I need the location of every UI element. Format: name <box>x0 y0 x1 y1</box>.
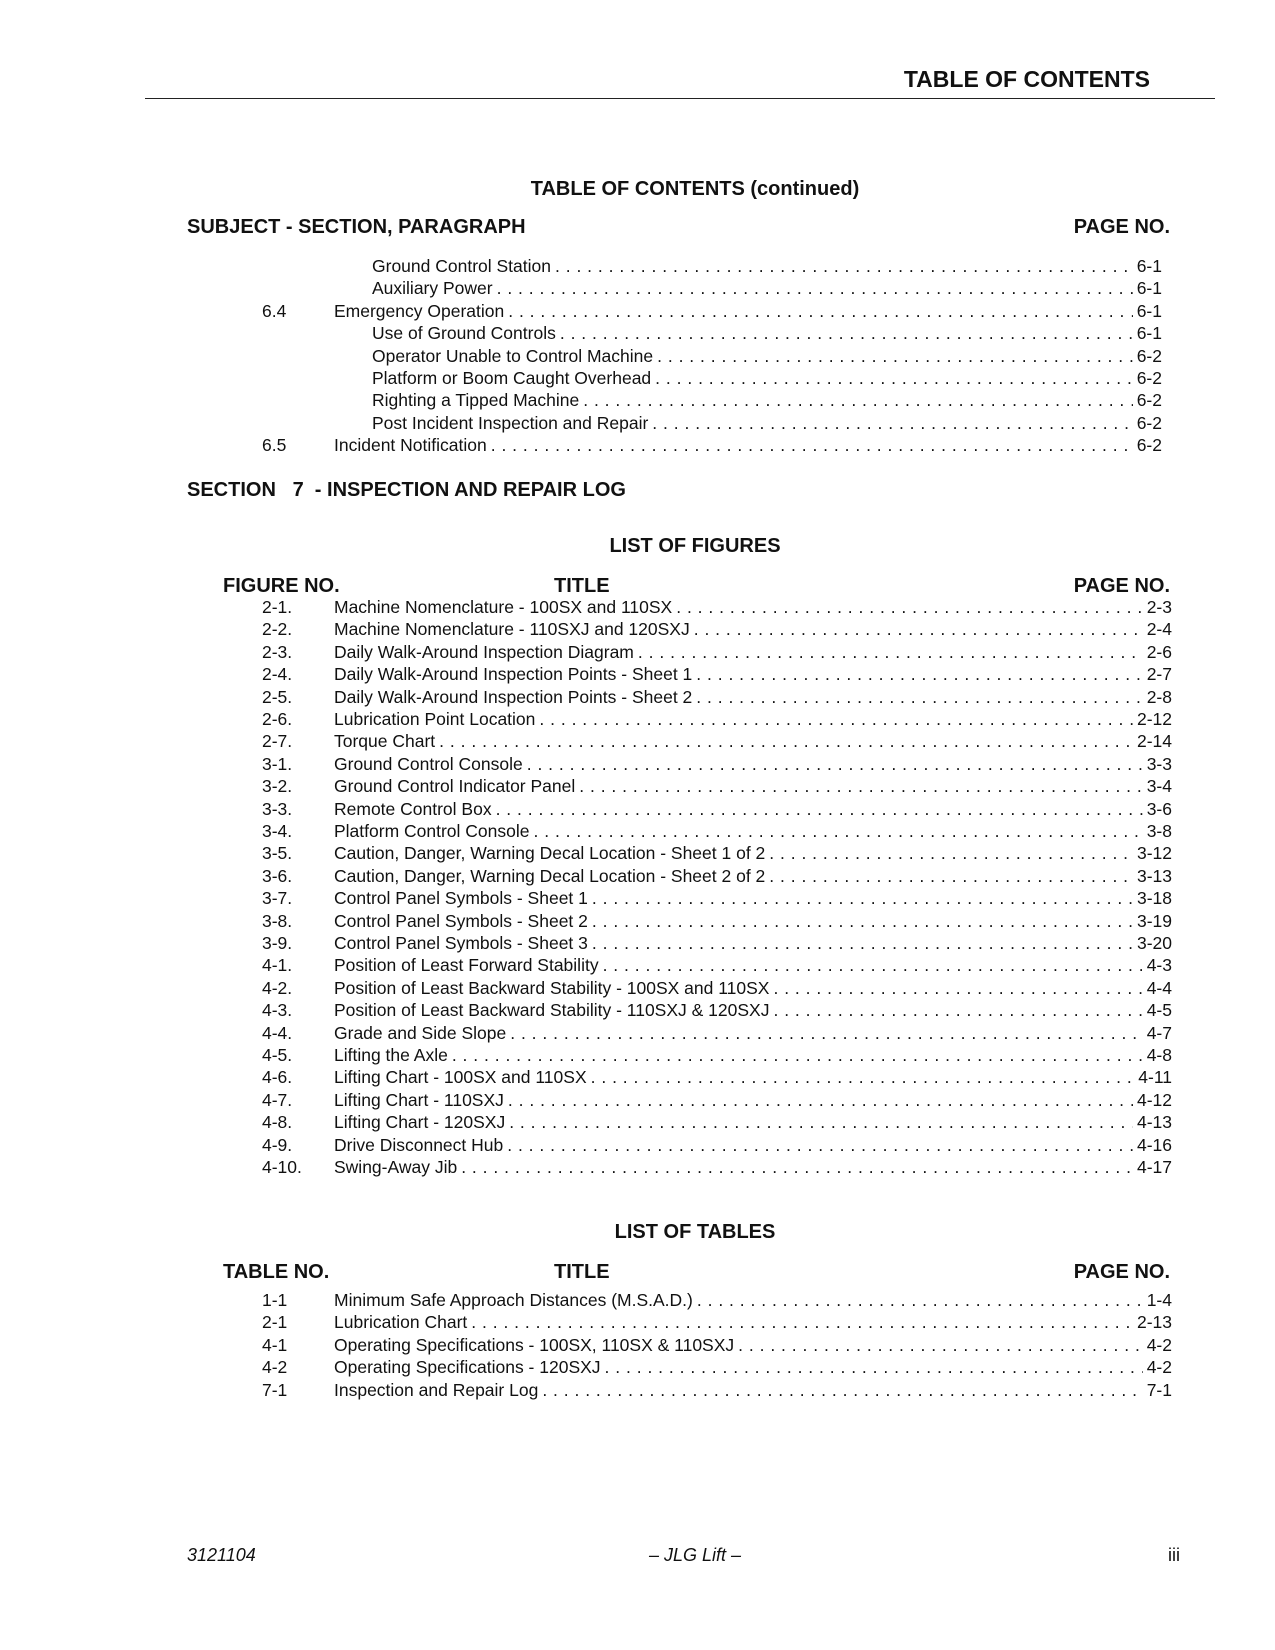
list-item <box>262 842 1172 865</box>
entry-page: 4-3 <box>1146 955 1172 976</box>
entry-page: 4-4 <box>1146 977 1172 998</box>
entry-number: 2-1. <box>262 597 293 617</box>
entry-title: Control Panel Symbols - Sheet 2 <box>334 910 588 931</box>
entry-page: 3-3 <box>1146 753 1172 774</box>
entry-title: Position of Least Backward Stability - 100SX and 110SX <box>334 977 770 998</box>
entry-page: 2-4 <box>1146 619 1172 640</box>
list-item <box>262 1311 1172 1334</box>
entry-number: 2-6. <box>262 709 293 729</box>
header-rule <box>145 98 1215 99</box>
entry-page: 6-2 <box>1136 368 1162 388</box>
entry-title: Ground Control Indicator Panel <box>334 776 576 797</box>
entry-title: Operating Specifications - 120SXJ <box>334 1357 601 1378</box>
entry-number: 3-9. <box>262 933 293 953</box>
entry-title: Control Panel Symbols - Sheet 3 <box>334 933 588 953</box>
dot-leader <box>527 753 1143 776</box>
entry-page: 2-14 <box>1136 731 1172 752</box>
entry-number: 3-8. <box>262 910 293 931</box>
list-item <box>262 775 1172 798</box>
dot-leader <box>452 1044 1143 1067</box>
entry-number: 3-2. <box>262 776 293 797</box>
dot-leader <box>696 686 1142 709</box>
footer-center-text: – JLG Lift – <box>648 1545 742 1565</box>
dot-leader <box>696 663 1142 686</box>
entry-page: 6-1 <box>1136 323 1162 344</box>
dot-leader <box>655 367 1133 390</box>
entry-title: Platform or Boom Caught Overhead <box>372 368 652 388</box>
list-item <box>262 977 1172 1000</box>
entry-page: 1-4 <box>1146 1290 1172 1310</box>
dot-leader <box>471 1311 1133 1334</box>
entry-page: 2-3 <box>1146 597 1172 617</box>
section-7-heading: SECTION 7 - INSPECTION AND REPAIR LOG <box>187 479 626 501</box>
entry-page: 3-12 <box>1136 843 1172 864</box>
list-item <box>262 1066 1172 1089</box>
dot-leader <box>773 977 1142 1000</box>
list-item <box>262 1356 1172 1379</box>
entry-page: 4-12 <box>1136 1089 1172 1110</box>
entry-number: 1-1 <box>262 1290 288 1310</box>
entry-number: 3-1. <box>262 753 293 774</box>
dot-leader <box>579 775 1142 798</box>
entry-title: Platform Control Console <box>334 821 530 841</box>
dot-leader <box>769 865 1133 888</box>
list-item <box>262 1334 1172 1357</box>
tables-page-heading: PAGE NO. <box>1073 1261 1170 1283</box>
entry-page: 4-11 <box>1138 1067 1172 1088</box>
entry-number: 3-5. <box>262 843 293 864</box>
list-item <box>262 1111 1172 1134</box>
entry-title: Lubrication Point Location <box>334 709 536 729</box>
entry-page: 2-8 <box>1146 686 1172 707</box>
entry-title: Position of Least Forward Stability <box>334 955 599 976</box>
entry-title: Daily Walk-Around Inspection Points - Sheet 2 <box>334 686 693 707</box>
entry-page: 4-2 <box>1146 1357 1172 1378</box>
figures-title: LIST OF FIGURES <box>609 535 781 557</box>
entry-number: 2-2. <box>262 619 293 640</box>
list-item <box>262 434 1162 457</box>
entry-page: 3-20 <box>1136 933 1172 953</box>
entry-number: 4-2 <box>262 1357 288 1378</box>
entry-title: Control Panel Symbols - Sheet 1 <box>334 888 588 909</box>
dot-leader <box>509 1111 1133 1134</box>
entry-title: Operating Specifications - 100SX, 110SX & 110SXJ <box>334 1334 735 1355</box>
entry-page: 4-7 <box>1146 1022 1172 1043</box>
entry-page: 2-6 <box>1146 641 1172 662</box>
list-item <box>262 708 1172 731</box>
dot-leader <box>773 999 1142 1022</box>
entry-title: Operator Unable to Control Machine <box>372 345 654 366</box>
entry-number: 3-7. <box>262 888 293 909</box>
list-item <box>262 910 1172 933</box>
entry-number: 6.5 <box>262 435 287 456</box>
dot-leader <box>652 412 1132 435</box>
page-header-title: TABLE OF CONTENTS <box>903 66 1150 92</box>
entry-number: 4-3. <box>262 1000 293 1021</box>
entry-title: Incident Notification <box>334 435 487 456</box>
entry-page: 6-1 <box>1136 278 1162 299</box>
list-item <box>262 753 1172 776</box>
dot-leader <box>676 596 1142 619</box>
list-item <box>262 798 1172 821</box>
dot-leader <box>461 1156 1133 1179</box>
entry-title: Drive Disconnect Hub <box>334 1134 504 1155</box>
dot-leader <box>591 1066 1135 1089</box>
entry-number: 7-1 <box>262 1379 288 1400</box>
entry-page: 2-12 <box>1136 709 1172 729</box>
list-item <box>262 1289 1172 1312</box>
entry-number: 4-1 <box>262 1334 288 1355</box>
entry-number: 2-5. <box>262 686 293 707</box>
dot-leader <box>638 641 1143 664</box>
entry-title: Remote Control Box <box>334 798 492 819</box>
list-item <box>262 641 1172 664</box>
list-item <box>262 999 1172 1022</box>
entry-number: 4-10. <box>262 1157 302 1177</box>
entry-number: 4-2. <box>262 977 293 998</box>
list-item <box>262 322 1162 345</box>
list-item <box>262 412 1162 435</box>
entry-page: 3-18 <box>1136 888 1172 909</box>
list-item <box>262 596 1172 619</box>
dot-leader <box>508 1089 1133 1112</box>
entry-title: Lifting the Axle <box>334 1045 448 1065</box>
entry-title: Inspection and Repair Log <box>334 1379 539 1400</box>
entry-number: 2-1 <box>262 1312 288 1333</box>
entry-page: 4-16 <box>1136 1134 1172 1155</box>
list-item <box>262 618 1172 641</box>
entry-page: 6-1 <box>1136 300 1162 321</box>
dot-leader <box>496 798 1143 821</box>
dot-leader <box>560 322 1133 345</box>
list-item <box>262 1022 1172 1045</box>
entry-number: 4-4. <box>262 1022 293 1043</box>
dot-leader <box>605 1356 1143 1379</box>
entry-title: Righting a Tipped Machine <box>372 390 580 411</box>
list-item <box>262 663 1172 686</box>
entry-title: Position of Least Backward Stability - 110SXJ & 120SXJ <box>334 1000 770 1021</box>
list-item <box>262 367 1162 390</box>
entry-title: Use of Ground Controls <box>372 323 556 344</box>
figures-title-heading: TITLE <box>554 575 610 597</box>
entry-title: Caution, Danger, Warning Decal Location - Sheet 1 of 2 <box>334 843 766 864</box>
list-item <box>262 1379 1172 1402</box>
dot-leader <box>769 842 1133 865</box>
entry-page: 3-13 <box>1136 865 1172 886</box>
list-item <box>262 820 1172 843</box>
entry-number: 2-7. <box>262 731 293 752</box>
dot-leader <box>510 1022 1142 1045</box>
entry-title: Emergency Operation <box>334 300 505 321</box>
entry-number: 4-6. <box>262 1067 293 1088</box>
entry-number: 3-3. <box>262 798 293 819</box>
entry-title: Lifting Chart - 110SXJ <box>334 1089 504 1110</box>
figures-no-heading: FIGURE NO. <box>223 575 340 597</box>
entry-number: 2-3. <box>262 641 293 662</box>
footer-doc-number: 3121104 <box>187 1545 256 1565</box>
dot-leader <box>697 1289 1143 1312</box>
entry-page: 4-17 <box>1136 1157 1172 1177</box>
entry-title: Machine Nomenclature - 110SXJ and 120SXJ <box>334 619 690 640</box>
entry-page: 2-7 <box>1146 664 1172 685</box>
entry-page: 3-6 <box>1146 798 1172 819</box>
dot-leader <box>507 1134 1133 1157</box>
entry-title: Lifting Chart - 120SXJ <box>334 1112 506 1133</box>
list-item <box>262 954 1172 977</box>
entry-page: 7-1 <box>1146 1379 1172 1400</box>
entry-page: 4-13 <box>1136 1112 1172 1133</box>
entry-number: 3-4. <box>262 821 293 841</box>
entry-page: 3-4 <box>1146 776 1172 797</box>
entry-page: 6-1 <box>1136 256 1162 276</box>
entry-title: Caution, Danger, Warning Decal Location - Sheet 2 of 2 <box>334 865 766 886</box>
dot-leader <box>657 345 1133 368</box>
entry-title: Ground Control Station <box>372 256 551 276</box>
footer-page-number: iii <box>1168 1545 1180 1565</box>
list-item <box>262 1156 1172 1179</box>
list-item <box>262 389 1162 412</box>
dot-leader <box>694 618 1143 641</box>
list-item <box>262 1089 1172 1112</box>
entry-title: Lubrication Chart <box>334 1312 468 1333</box>
entry-page: 4-8 <box>1146 1045 1172 1065</box>
entry-page: 4-2 <box>1146 1334 1172 1355</box>
dot-leader <box>592 932 1133 955</box>
dot-leader <box>534 820 1143 843</box>
dot-leader <box>439 730 1133 753</box>
entry-number: 6.4 <box>262 300 287 321</box>
tables-title: LIST OF TABLES <box>614 1221 776 1243</box>
list-item <box>262 300 1162 323</box>
list-item <box>262 255 1162 278</box>
dot-leader <box>592 887 1133 910</box>
entry-title: Grade and Side Slope <box>334 1022 507 1043</box>
toc-subject-heading: SUBJECT - SECTION, PARAGRAPH <box>187 216 526 238</box>
list-item <box>262 686 1172 709</box>
toc-title: TABLE OF CONTENTS (continued) <box>530 178 860 200</box>
list-item <box>262 887 1172 910</box>
entry-number: 4-9. <box>262 1134 293 1155</box>
dot-leader <box>542 1379 1142 1402</box>
entry-page: 2-13 <box>1136 1312 1172 1333</box>
dot-leader <box>603 954 1143 977</box>
entry-page: 6-2 <box>1136 345 1162 366</box>
tables-title-heading: TITLE <box>554 1261 610 1283</box>
entry-title: Minimum Safe Approach Distances (M.S.A.D.) <box>334 1290 693 1310</box>
dot-leader <box>508 300 1132 323</box>
list-item <box>262 277 1162 300</box>
entry-title: Lifting Chart - 100SX and 110SX <box>334 1067 587 1088</box>
list-item <box>262 730 1172 753</box>
entry-title: Post Incident Inspection and Repair <box>372 412 649 433</box>
entry-title: Daily Walk-Around Inspection Points - Sheet 1 <box>334 664 693 685</box>
dot-leader <box>555 255 1133 278</box>
entry-title: Auxiliary Power <box>372 278 493 299</box>
entry-number: 2-4. <box>262 664 293 685</box>
dot-leader <box>583 389 1132 412</box>
list-item <box>262 932 1172 955</box>
entry-page: 6-2 <box>1136 412 1162 433</box>
entry-number: 4-1. <box>262 955 293 976</box>
dot-leader <box>539 708 1133 731</box>
entry-page: 6-2 <box>1136 435 1162 456</box>
entry-page: 3-8 <box>1146 821 1172 841</box>
entry-number: 4-8. <box>262 1112 293 1133</box>
entry-title: Ground Control Console <box>334 753 523 774</box>
entry-title: Daily Walk-Around Inspection Diagram <box>334 641 634 662</box>
list-item <box>262 345 1162 368</box>
entry-title: Machine Nomenclature - 100SX and 110SX <box>334 597 673 617</box>
list-item <box>262 1044 1172 1067</box>
entry-number: 4-5. <box>262 1045 293 1065</box>
entry-page: 3-19 <box>1136 910 1172 931</box>
list-item <box>262 1134 1172 1157</box>
dot-leader <box>738 1334 1143 1357</box>
entry-title: Torque Chart <box>334 731 436 752</box>
dot-leader <box>497 277 1133 300</box>
entry-number: 3-6. <box>262 865 293 886</box>
figures-page-heading: PAGE NO. <box>1073 575 1170 597</box>
entry-number: 4-7. <box>262 1089 293 1110</box>
entry-page: 6-2 <box>1136 390 1162 411</box>
entry-title: Swing-Away Jib <box>334 1157 458 1177</box>
entry-page: 4-5 <box>1146 1000 1172 1021</box>
toc-page-heading: PAGE NO. <box>1073 216 1170 238</box>
tables-no-heading: TABLE NO. <box>223 1261 330 1283</box>
dot-leader <box>592 910 1133 933</box>
list-item <box>262 865 1172 888</box>
dot-leader <box>491 434 1133 457</box>
